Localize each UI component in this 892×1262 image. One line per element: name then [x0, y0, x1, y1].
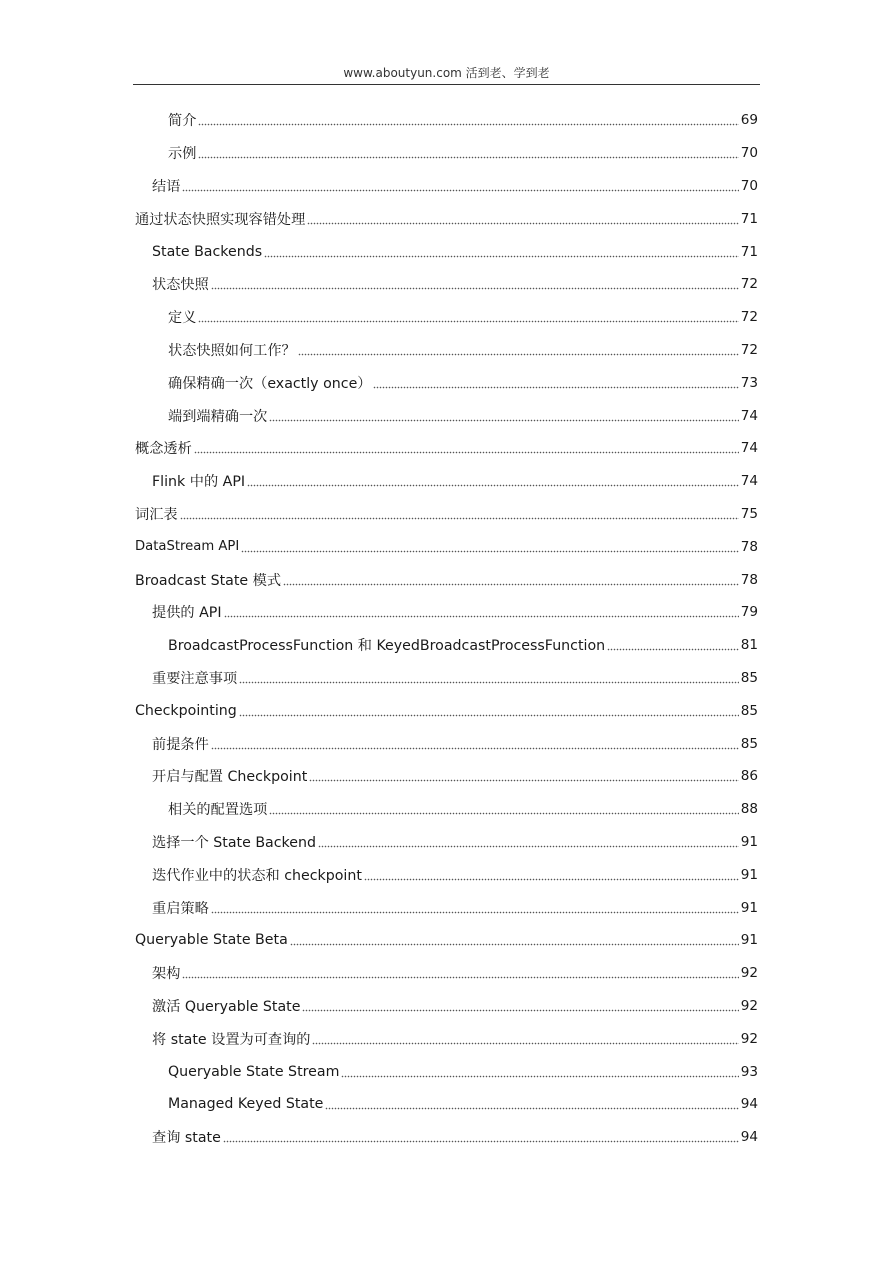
toc-entry[interactable]: [135, 301, 758, 334]
toc-entry-title: 确保精确一次（exactly once）: [168, 375, 372, 392]
toc-entry-page: 91: [740, 833, 758, 850]
dot-leader: [283, 574, 739, 586]
dot-leader: [298, 344, 739, 356]
dot-leader: [223, 1131, 739, 1143]
toc-entry-title: State Backends: [152, 243, 263, 260]
toc-entry-title: 词汇表: [135, 506, 178, 523]
toc-entry[interactable]: [135, 662, 758, 695]
toc-entry-page: 91: [740, 866, 758, 883]
toc-entry-page: 74: [740, 407, 758, 424]
toc-entry-page: 72: [740, 276, 758, 293]
toc-entry-page: 85: [740, 669, 758, 686]
dot-leader: [239, 672, 739, 684]
toc-entry-title: 状态快照: [152, 277, 209, 294]
toc-entry[interactable]: [135, 432, 758, 465]
toc-entry-title: Flink 中的 API: [152, 474, 246, 491]
dot-leader: [341, 1066, 738, 1078]
toc-entry-page: 71: [740, 210, 758, 227]
dot-leader: [247, 475, 739, 487]
dot-leader: [211, 278, 739, 290]
dot-leader: [182, 967, 738, 979]
toc-entry-page: 75: [740, 505, 758, 522]
toc-entry-title: Queryable State Beta: [135, 932, 288, 949]
toc-entry-title: 简介: [168, 113, 197, 130]
toc-entry[interactable]: [135, 399, 758, 432]
toc-entry-title: BroadcastProcessFunction 和 KeyedBroadcastProcessFunction: [168, 638, 606, 655]
table-of-contents: [135, 104, 758, 1154]
dot-leader: [241, 541, 738, 553]
toc-entry[interactable]: [135, 137, 758, 170]
toc-entry[interactable]: [135, 727, 758, 760]
toc-entry[interactable]: [135, 268, 758, 301]
toc-entry[interactable]: [135, 891, 758, 924]
toc-entry[interactable]: [135, 858, 758, 891]
toc-entry[interactable]: [135, 1121, 758, 1154]
toc-entry-title: 选择一个 State Backend: [152, 834, 316, 851]
toc-entry-page: 74: [740, 473, 758, 490]
toc-entry-page: 78: [740, 538, 758, 555]
header-divider: [133, 84, 760, 85]
toc-entry[interactable]: [135, 1088, 758, 1121]
toc-entry-title: 查询 state: [152, 1130, 221, 1147]
dot-leader: [269, 410, 738, 422]
toc-entry-page: 73: [740, 374, 758, 391]
toc-entry-title: 重启策略: [152, 900, 209, 917]
page-header: www.aboutyun.com 活到老、学到老: [343, 66, 550, 80]
toc-entry-page: 85: [740, 735, 758, 752]
toc-entry-title: 相关的配置选项: [168, 802, 268, 819]
dot-leader: [373, 377, 738, 389]
toc-entry[interactable]: [135, 826, 758, 859]
dot-leader: [290, 934, 739, 946]
toc-entry-title: 将 state 设置为可查询的: [152, 1031, 311, 1048]
toc-entry[interactable]: [135, 334, 758, 367]
toc-entry-title: 提供的 API: [152, 605, 222, 622]
toc-entry-page: 92: [740, 965, 758, 982]
toc-entry-page: 70: [740, 177, 758, 194]
dot-leader: [302, 1000, 738, 1012]
toc-entry[interactable]: [135, 498, 758, 531]
dot-leader: [307, 213, 738, 225]
dot-leader: [239, 705, 739, 717]
toc-entry[interactable]: [135, 530, 758, 563]
toc-entry-page: 81: [740, 637, 758, 654]
toc-entry[interactable]: [135, 1055, 758, 1088]
dot-leader: [198, 311, 738, 323]
toc-entry-title: 示例: [168, 146, 197, 163]
toc-entry[interactable]: [135, 760, 758, 793]
dot-leader: [194, 442, 739, 454]
toc-entry-title: 开启与配置 Checkpoint: [152, 769, 308, 786]
toc-entry-title: 激活 Queryable State: [152, 998, 301, 1015]
toc-entry-page: 79: [740, 604, 758, 621]
toc-entry-title: 端到端精确一次: [168, 408, 268, 425]
toc-entry-title: 重要注意事项: [152, 670, 238, 687]
toc-entry-page: 91: [740, 899, 758, 916]
toc-entry-title: 架构: [152, 966, 181, 983]
toc-entry-page: 78: [740, 571, 758, 588]
dot-leader: [318, 836, 739, 848]
toc-entry-page: 69: [740, 112, 758, 129]
dot-leader: [309, 770, 738, 782]
toc-entry-title: 通过状态快照实现容错处理: [135, 211, 306, 228]
toc-entry-page: 71: [740, 243, 758, 260]
dot-leader: [264, 246, 739, 258]
dot-leader: [607, 639, 739, 651]
toc-entry-title: 状态快照如何工作？: [168, 342, 296, 359]
dot-leader: [325, 1098, 738, 1110]
toc-entry[interactable]: [135, 793, 758, 826]
toc-entry-page: 94: [740, 1096, 758, 1113]
toc-entry-page: 92: [740, 997, 758, 1014]
toc-entry-page: 91: [740, 932, 758, 949]
toc-entry-title: Queryable State Stream: [168, 1063, 340, 1080]
toc-entry[interactable]: [135, 694, 758, 727]
toc-entry[interactable]: [135, 596, 758, 629]
toc-entry-page: 72: [740, 341, 758, 358]
toc-entry[interactable]: [135, 465, 758, 498]
toc-entry-page: 72: [740, 309, 758, 326]
dot-leader: [180, 508, 739, 520]
dot-leader: [211, 902, 739, 914]
toc-entry[interactable]: [135, 563, 758, 596]
toc-entry-title: 结语: [152, 178, 181, 195]
toc-entry[interactable]: [135, 990, 758, 1023]
dot-leader: [198, 147, 738, 159]
toc-entry-title: 迭代作业中的状态和 checkpoint: [152, 867, 362, 884]
toc-entry[interactable]: [135, 235, 758, 268]
toc-entry[interactable]: [135, 629, 758, 662]
toc-entry-title: Broadcast State 模式: [135, 572, 282, 589]
toc-entry-page: 88: [740, 801, 758, 818]
toc-entry[interactable]: [135, 202, 758, 235]
dot-leader: [224, 606, 739, 618]
toc-entry[interactable]: [135, 366, 758, 399]
dot-leader: [364, 869, 739, 881]
toc-entry[interactable]: [135, 924, 758, 957]
dot-leader: [211, 738, 739, 750]
dot-leader: [312, 1033, 738, 1045]
toc-entry-page: 85: [740, 702, 758, 719]
dot-leader: [269, 803, 738, 815]
toc-entry[interactable]: [135, 104, 758, 137]
dot-leader: [198, 114, 738, 126]
toc-entry-title: 定义: [168, 310, 197, 327]
toc-entry-page: 86: [740, 768, 758, 785]
toc-entry-page: 70: [740, 145, 758, 162]
toc-entry-title: DataStream API: [135, 539, 240, 555]
toc-entry-page: 74: [740, 440, 758, 457]
toc-entry[interactable]: [135, 170, 758, 203]
toc-entry[interactable]: [135, 1022, 758, 1055]
toc-entry-page: 92: [740, 1030, 758, 1047]
toc-entry-page: 94: [740, 1129, 758, 1146]
toc-entry[interactable]: [135, 957, 758, 990]
toc-entry-title: 前提条件: [152, 736, 209, 753]
toc-entry-page: 93: [740, 1063, 758, 1080]
dot-leader: [182, 180, 738, 192]
toc-entry-title: 概念透析: [135, 441, 192, 458]
toc-entry-title: Managed Keyed State: [168, 1096, 324, 1113]
toc-entry-title: Checkpointing: [135, 702, 237, 719]
